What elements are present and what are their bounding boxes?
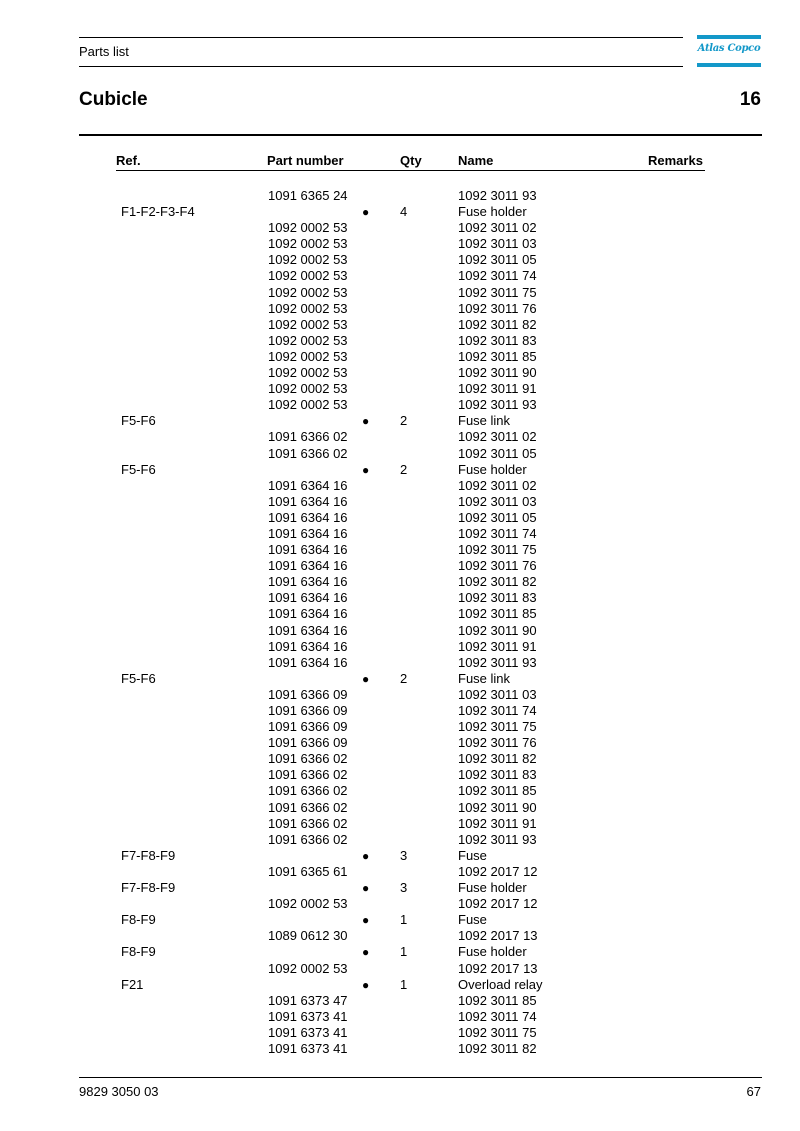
table-row <box>0 623 800 639</box>
table-row <box>0 317 800 333</box>
bullet-icon: ● <box>362 881 370 896</box>
part-number-cell: 1091 6365 61 <box>268 863 348 879</box>
ref-cell: F5-F6 <box>121 670 156 686</box>
header-bottom-rule <box>79 66 683 67</box>
name-cell: 1092 3011 02 <box>458 429 537 445</box>
part-number-cell: 1092 0002 53 <box>268 896 348 912</box>
table-row <box>0 655 800 671</box>
part-number-cell: 1092 0002 53 <box>268 316 348 332</box>
name-cell: 1092 3011 83 <box>458 767 537 783</box>
column-header-name: Name <box>458 153 494 168</box>
table-row <box>0 478 800 494</box>
name-cell: 1092 3011 82 <box>458 1040 537 1056</box>
table-row <box>0 864 800 880</box>
table-row <box>0 494 800 510</box>
table-row <box>0 510 800 526</box>
column-header-rule <box>116 170 705 171</box>
part-number-cell: 1091 6364 16 <box>268 542 348 558</box>
name-cell: 1092 3011 83 <box>458 332 537 348</box>
part-number-cell: 1091 6366 09 <box>268 719 348 735</box>
table-row <box>0 349 800 365</box>
name-cell: 1092 3011 05 <box>458 252 537 268</box>
name-cell: 1092 3011 74 <box>458 525 537 541</box>
bullet-icon: ● <box>362 848 370 863</box>
table-row <box>0 800 800 816</box>
name-cell: Overload relay <box>458 976 543 992</box>
name-cell: 1092 3011 85 <box>458 783 537 799</box>
name-cell: 1092 3011 76 <box>458 735 537 751</box>
name-cell: 1092 3011 93 <box>458 831 537 847</box>
table-row <box>0 574 800 590</box>
table-row <box>0 848 800 864</box>
part-number-cell: 1091 6366 09 <box>268 735 348 751</box>
name-cell: 1092 3011 03 <box>458 686 537 702</box>
name-cell: 1092 3011 93 <box>458 188 537 203</box>
logo-bottom-bar <box>697 63 761 67</box>
name-cell: 1092 3011 90 <box>458 622 537 638</box>
part-number-cell: 1091 6373 41 <box>268 1024 348 1040</box>
name-cell: 1092 3011 82 <box>458 574 537 590</box>
table-row <box>0 333 800 349</box>
table-row <box>0 687 800 703</box>
table-row <box>0 639 800 655</box>
part-number-cell: 1091 6364 16 <box>268 558 348 574</box>
ref-cell: F8-F9 <box>121 912 156 928</box>
table-row <box>0 767 800 783</box>
part-number-cell: 1089 0612 30 <box>268 928 348 944</box>
part-number-cell: 1091 6364 16 <box>268 654 348 670</box>
qty-cell: 3 <box>400 880 408 896</box>
document-number: 9829 3050 03 <box>79 1084 159 1099</box>
table-row <box>0 832 800 848</box>
part-number-cell: 1091 6366 02 <box>268 783 348 799</box>
name-cell: 1092 3011 02 <box>458 220 537 236</box>
table-row <box>0 542 800 558</box>
section-number: 16 <box>739 89 761 110</box>
part-number-cell: 1091 6366 02 <box>268 831 348 847</box>
name-cell: 1092 3011 74 <box>458 703 537 718</box>
part-number-cell: 1092 0002 53 <box>268 300 348 316</box>
part-number-cell: 1092 0002 53 <box>268 960 348 976</box>
name-cell: 1092 3011 74 <box>458 268 537 284</box>
part-number-cell: 1091 6373 47 <box>268 992 348 1008</box>
table-row <box>0 204 800 220</box>
part-number-cell: 1091 6364 16 <box>268 477 348 493</box>
page-title: Cubicle <box>79 89 148 110</box>
table-row <box>0 446 800 462</box>
table-row <box>0 993 800 1009</box>
name-cell: 1092 3011 91 <box>458 815 537 831</box>
table-row <box>0 236 800 252</box>
ref-cell: F7-F8-F9 <box>121 847 176 863</box>
bullet-icon: ● <box>362 671 370 686</box>
header-label: Parts list <box>79 44 129 59</box>
table-row <box>0 252 800 268</box>
part-number-cell: 1092 0002 53 <box>268 381 348 397</box>
name-cell: 1092 3011 90 <box>458 365 537 381</box>
column-header-remarks: Remarks <box>648 153 703 168</box>
column-header-part-number: Part number <box>267 153 344 168</box>
part-number-cell: 1092 0002 53 <box>268 220 348 236</box>
logo-text: Atlas Copco <box>697 43 761 54</box>
part-number-cell: 1091 6364 16 <box>268 525 348 541</box>
table-row <box>0 751 800 767</box>
part-number-cell: 1092 0002 53 <box>268 252 348 268</box>
part-number-cell: 1092 0002 53 <box>268 268 348 284</box>
bullet-icon: ● <box>362 945 370 960</box>
part-number-cell: 1091 6364 16 <box>268 574 348 590</box>
qty-cell: 1 <box>400 944 408 960</box>
table-row <box>0 961 800 977</box>
column-header-qty: Qty <box>400 153 422 168</box>
name-cell: 1092 3011 85 <box>458 606 537 622</box>
name-cell: 1092 3011 91 <box>458 381 537 397</box>
part-number-cell: 1092 0002 53 <box>268 348 348 364</box>
part-number-cell: 1092 0002 53 <box>268 284 348 300</box>
column-header-ref: Ref. <box>116 153 141 168</box>
name-cell: 1092 3011 82 <box>458 316 537 332</box>
title-rule <box>79 134 762 136</box>
table-row <box>0 268 800 284</box>
part-number-cell: 1092 0002 53 <box>268 332 348 348</box>
name-cell: 1092 3011 05 <box>458 445 537 461</box>
part-number-cell: 1091 6364 16 <box>268 606 348 622</box>
name-cell: 1092 3011 75 <box>458 1024 537 1040</box>
name-cell: Fuse <box>458 847 487 863</box>
part-number-cell: 1091 6373 41 <box>268 1008 348 1024</box>
name-cell: 1092 3011 85 <box>458 348 537 364</box>
table-row <box>0 719 800 735</box>
table-row <box>0 301 800 317</box>
table-row <box>0 783 800 799</box>
ref-cell: F5-F6 <box>121 461 156 477</box>
table-row <box>0 526 800 542</box>
qty-cell: 2 <box>400 413 408 429</box>
name-cell: 1092 3011 91 <box>458 638 537 654</box>
ref-cell: F7-F8-F9 <box>121 880 176 896</box>
table-row <box>0 381 800 397</box>
name-cell: 1092 3011 75 <box>458 719 537 735</box>
part-number-cell: 1091 6366 02 <box>268 445 348 461</box>
ref-cell: F1-F2-F3-F4 <box>121 204 195 220</box>
qty-cell: 2 <box>400 461 408 477</box>
part-number-cell: 1091 6366 02 <box>268 799 348 815</box>
table-row <box>0 1041 800 1057</box>
table-row <box>0 462 800 478</box>
table-row <box>0 590 800 606</box>
table-row <box>0 880 800 896</box>
part-number-cell: 1091 6366 09 <box>268 686 348 702</box>
table-row <box>0 188 800 204</box>
ref-cell: F21 <box>121 976 144 992</box>
bullet-icon: ● <box>362 414 370 429</box>
table-row <box>0 413 800 429</box>
table-row <box>0 1025 800 1041</box>
bullet-icon: ● <box>362 205 370 220</box>
part-number-cell: 1091 6366 09 <box>268 703 348 718</box>
bullet-icon: ● <box>362 913 370 928</box>
qty-cell: 1 <box>400 976 408 992</box>
table-row <box>0 220 800 236</box>
table-row <box>0 735 800 751</box>
part-number-cell: 1091 6364 16 <box>268 509 348 525</box>
name-cell: 1092 3011 03 <box>458 236 537 252</box>
name-cell: 1092 3011 75 <box>458 284 537 300</box>
table-row <box>0 912 800 928</box>
ref-cell: F8-F9 <box>121 944 156 960</box>
name-cell: Fuse holder <box>458 204 527 220</box>
name-cell: 1092 3011 93 <box>458 397 537 413</box>
parts-table <box>0 188 800 1057</box>
table-row <box>0 1009 800 1025</box>
name-cell: 1092 2017 13 <box>458 928 538 944</box>
part-number-cell: 1091 6366 02 <box>268 751 348 767</box>
name-cell: Fuse holder <box>458 461 527 477</box>
part-number-cell: 1091 6364 16 <box>268 622 348 638</box>
table-row <box>0 977 800 993</box>
part-number-cell: 1091 6364 16 <box>268 638 348 654</box>
page-number: 67 <box>746 1084 761 1099</box>
header-top-rule <box>79 37 683 38</box>
name-cell: Fuse <box>458 912 487 928</box>
table-row <box>0 671 800 687</box>
part-number-cell: 1091 6364 16 <box>268 493 348 509</box>
bullet-icon: ● <box>362 462 370 477</box>
name-cell: 1092 2017 13 <box>458 960 538 976</box>
name-cell: 1092 3011 03 <box>458 493 537 509</box>
qty-cell: 2 <box>400 670 408 686</box>
name-cell: 1092 3011 93 <box>458 654 537 670</box>
part-number-cell: 1091 6373 41 <box>268 1040 348 1056</box>
table-row <box>0 606 800 622</box>
name-cell: 1092 3011 90 <box>458 799 537 815</box>
part-number-cell: 1092 0002 53 <box>268 365 348 381</box>
table-row <box>0 397 800 413</box>
name-cell: Fuse link <box>458 670 511 686</box>
qty-cell: 3 <box>400 847 408 863</box>
part-number-cell: 1091 6366 02 <box>268 767 348 783</box>
name-cell: 1092 3011 05 <box>458 509 537 525</box>
name-cell: 1092 3011 76 <box>458 300 537 316</box>
table-row <box>0 558 800 574</box>
logo-top-bar <box>697 35 761 39</box>
footer-rule <box>79 1077 762 1078</box>
name-cell: 1092 3011 85 <box>458 992 537 1008</box>
part-number-cell: 1091 6365 24 <box>268 188 348 203</box>
name-cell: Fuse link <box>458 413 511 429</box>
part-number-cell: 1091 6366 02 <box>268 429 348 445</box>
name-cell: Fuse holder <box>458 944 527 960</box>
qty-cell: 4 <box>400 204 408 220</box>
name-cell: 1092 3011 75 <box>458 542 537 558</box>
name-cell: 1092 3011 74 <box>458 1008 537 1024</box>
name-cell: 1092 3011 76 <box>458 558 537 574</box>
part-number-cell: 1091 6364 16 <box>268 590 348 606</box>
part-number-cell: 1091 6366 02 <box>268 815 348 831</box>
table-row <box>0 816 800 832</box>
part-number-cell: 1092 0002 53 <box>268 397 348 413</box>
name-cell: 1092 3011 02 <box>458 477 537 493</box>
table-row <box>0 928 800 944</box>
table-row <box>0 285 800 301</box>
table-row <box>0 703 800 719</box>
bullet-icon: ● <box>362 977 370 992</box>
table-row <box>0 896 800 912</box>
table-row <box>0 429 800 445</box>
table-row <box>0 944 800 960</box>
name-cell: 1092 2017 12 <box>458 863 538 879</box>
table-row <box>0 365 800 381</box>
name-cell: 1092 2017 12 <box>458 896 538 912</box>
qty-cell: 1 <box>400 912 408 928</box>
name-cell: Fuse holder <box>458 880 527 896</box>
name-cell: 1092 3011 82 <box>458 751 537 767</box>
atlas-copco-logo <box>697 35 761 67</box>
name-cell: 1092 3011 83 <box>458 590 537 606</box>
ref-cell: F5-F6 <box>121 413 156 429</box>
part-number-cell: 1092 0002 53 <box>268 236 348 252</box>
